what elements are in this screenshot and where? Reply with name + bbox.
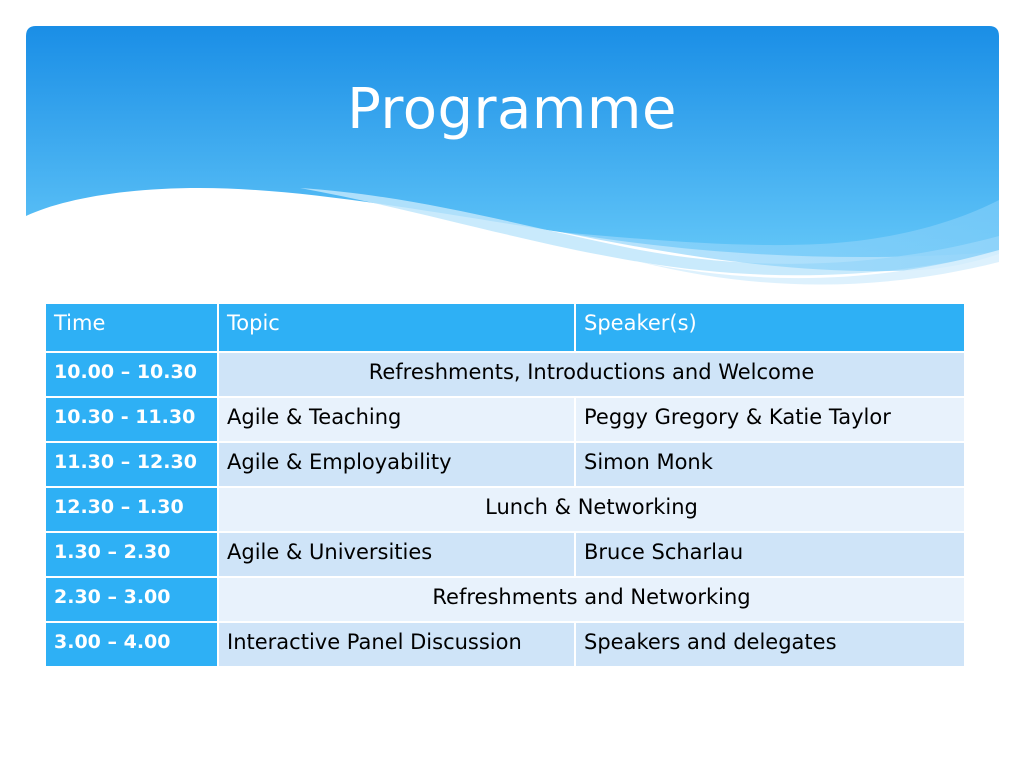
programme-table [44, 302, 966, 668]
row-time: 10.30 - 11.30 [45, 397, 218, 442]
table-row [45, 577, 965, 622]
row-speaker: Speakers and delegates [575, 622, 965, 667]
row-time: 2.30 – 3.00 [45, 577, 218, 622]
row-topic: Agile & Employability [218, 442, 575, 487]
row-speaker: Simon Monk [575, 442, 965, 487]
slide-title: Programme [347, 77, 677, 142]
table-row [45, 352, 965, 397]
row-speaker: Peggy Gregory & Katie Taylor [575, 397, 965, 442]
header-banner [0, 0, 1024, 300]
table-row [45, 532, 965, 577]
table-row [45, 397, 965, 442]
row-time: 1.30 – 2.30 [45, 532, 218, 577]
table-row [45, 487, 965, 532]
row-speaker: Bruce Scharlau [575, 532, 965, 577]
header-speaker: Speaker(s) [575, 303, 965, 352]
row-topic: Interactive Panel Discussion [218, 622, 575, 667]
row-merged-session: Refreshments, Introductions and Welcome [218, 352, 965, 397]
row-topic: Agile & Universities [218, 532, 575, 577]
row-time: 10.00 – 10.30 [45, 352, 218, 397]
row-time: 12.30 – 1.30 [45, 487, 218, 532]
row-merged-session: Refreshments and Networking [218, 577, 965, 622]
row-merged-session: Lunch & Networking [218, 487, 965, 532]
table-header-row [45, 303, 965, 352]
header-topic: Topic [218, 303, 575, 352]
table-row [45, 442, 965, 487]
row-time: 3.00 – 4.00 [45, 622, 218, 667]
table-row [45, 622, 965, 667]
header-time: Time [45, 303, 218, 352]
row-topic: Agile & Teaching [218, 397, 575, 442]
row-time: 11.30 – 12.30 [45, 442, 218, 487]
